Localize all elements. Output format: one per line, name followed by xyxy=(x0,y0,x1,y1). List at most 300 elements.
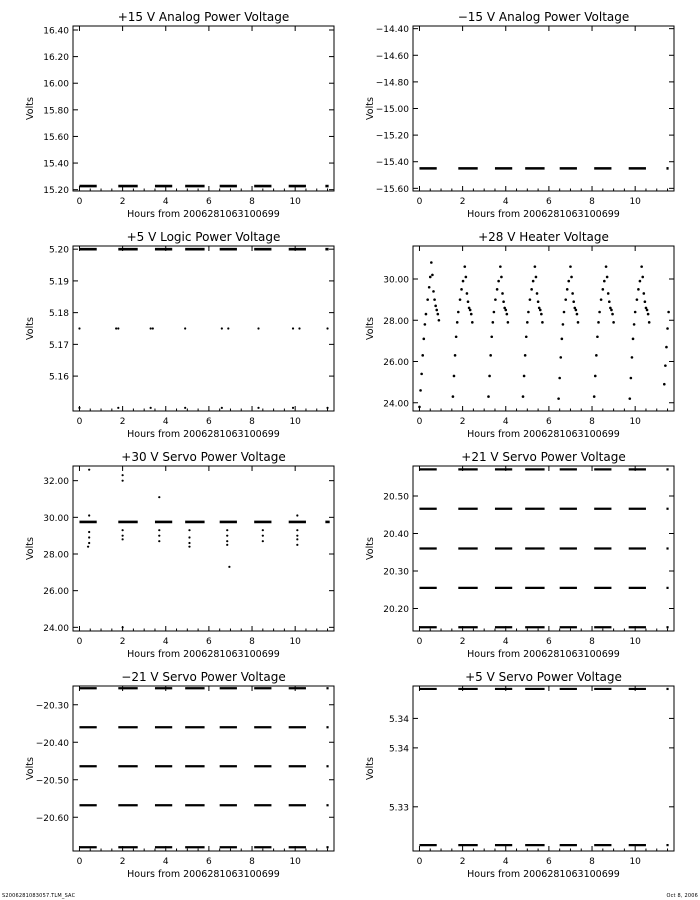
data-point xyxy=(227,327,229,329)
chart-panel-6 xyxy=(365,450,674,660)
y-tick-label: 24.00 xyxy=(383,399,409,410)
data-point xyxy=(577,321,580,324)
x-axis-label: Hours from 2006281063100699 xyxy=(127,209,280,220)
data-point xyxy=(150,327,152,329)
chart-title: +15 V Analog Power Voltage xyxy=(117,10,290,24)
plot-frame xyxy=(413,26,674,191)
data-point xyxy=(424,323,427,326)
data-point xyxy=(296,544,298,546)
data-point xyxy=(122,626,124,628)
data-point xyxy=(438,319,441,322)
chart-panel-7 xyxy=(25,670,334,880)
data-point xyxy=(647,313,650,316)
data-point xyxy=(430,261,433,264)
data-point xyxy=(637,288,640,291)
data-point xyxy=(463,265,466,268)
x-axis-label: Hours from 2006281063100699 xyxy=(467,209,620,220)
data-point xyxy=(562,323,565,326)
x-tick-label: 4 xyxy=(502,417,509,427)
y-tick-label: 32.00 xyxy=(43,477,69,488)
data-point xyxy=(470,313,473,316)
data-point xyxy=(188,542,190,544)
data-point xyxy=(606,276,609,279)
data-point xyxy=(504,309,507,312)
data-point xyxy=(487,395,490,398)
data-point xyxy=(499,265,502,268)
data-point xyxy=(597,321,600,324)
data-point xyxy=(600,298,603,301)
data-point xyxy=(506,313,509,316)
data-point xyxy=(122,480,124,482)
data-point xyxy=(117,327,119,329)
data-point xyxy=(558,377,561,380)
data-point xyxy=(611,313,614,316)
data-point xyxy=(437,313,440,316)
y-tick-label: −20.40 xyxy=(35,738,69,749)
chart-title: +21 V Servo Power Voltage xyxy=(461,450,626,464)
data-point xyxy=(418,406,421,409)
chart-title: −21 V Servo Power Voltage xyxy=(121,670,286,684)
data-point xyxy=(87,546,89,548)
x-tick-label: 10 xyxy=(629,417,641,427)
data-point xyxy=(78,327,80,329)
x-tick-label: 4 xyxy=(162,197,169,207)
plot-frame xyxy=(73,466,334,631)
y-tick-label: −20.60 xyxy=(35,813,69,824)
y-tick-label: 15.80 xyxy=(43,106,69,117)
chart-title: −15 V Analog Power Voltage xyxy=(457,10,630,24)
x-tick-label: 4 xyxy=(502,857,509,867)
data-point xyxy=(469,309,472,312)
y-axis-label: Volts xyxy=(365,317,376,340)
data-point xyxy=(557,397,560,400)
y-tick-label: 15.40 xyxy=(43,159,69,170)
data-point xyxy=(221,407,223,409)
y-tick-label: 5.33 xyxy=(388,803,409,814)
data-point xyxy=(559,356,562,359)
chart-title: +28 V Heater Voltage xyxy=(478,230,609,244)
x-tick-label: 10 xyxy=(629,857,641,867)
data-point xyxy=(634,311,637,314)
data-point xyxy=(643,292,646,295)
data-point xyxy=(326,407,328,409)
data-point xyxy=(257,327,259,329)
y-tick-label: 5.20 xyxy=(48,245,69,256)
y-axis-label: Volts xyxy=(365,97,376,120)
data-point xyxy=(429,276,432,279)
chart-panel-3 xyxy=(25,230,334,440)
data-point xyxy=(188,546,190,548)
y-tick-label: 26.00 xyxy=(383,358,409,368)
data-point xyxy=(88,542,90,544)
data-point xyxy=(184,407,186,409)
x-axis-label: Hours from 2006281063100699 xyxy=(127,869,280,880)
data-point xyxy=(610,309,613,312)
data-point xyxy=(296,538,298,540)
data-point xyxy=(184,327,186,329)
x-tick-label: 8 xyxy=(249,637,255,647)
data-point xyxy=(158,540,160,542)
data-point xyxy=(594,375,597,378)
data-point xyxy=(603,280,606,283)
y-tick-label: −15.20 xyxy=(375,131,409,142)
data-point xyxy=(226,535,228,537)
data-point xyxy=(425,313,428,316)
y-tick-label: 26.00 xyxy=(43,587,69,598)
data-point xyxy=(452,395,455,398)
data-point xyxy=(593,395,596,398)
data-point xyxy=(296,529,298,531)
x-tick-label: 10 xyxy=(629,637,641,647)
data-point xyxy=(532,280,535,283)
data-point xyxy=(494,298,497,301)
x-tick-label: 10 xyxy=(289,197,301,207)
x-tick-label: 8 xyxy=(589,637,595,647)
data-point xyxy=(561,338,564,341)
data-point xyxy=(493,311,496,314)
data-point xyxy=(426,298,429,301)
x-tick-label: 0 xyxy=(416,417,423,427)
x-axis-label: Hours from 2006281063100699 xyxy=(127,429,280,440)
data-point xyxy=(535,276,538,279)
x-tick-label: 8 xyxy=(589,197,595,207)
data-point xyxy=(421,354,424,357)
data-point xyxy=(467,300,470,303)
data-point xyxy=(628,397,631,400)
data-point xyxy=(115,327,117,329)
data-point xyxy=(598,311,601,314)
data-point xyxy=(526,321,529,324)
x-tick-label: 0 xyxy=(76,197,83,207)
x-axis-label: Hours from 2006281063100699 xyxy=(467,649,620,660)
y-tick-label: 5.16 xyxy=(48,372,69,383)
data-point xyxy=(419,389,422,392)
data-point xyxy=(456,321,459,324)
plot-frame xyxy=(413,246,674,411)
data-point xyxy=(525,335,528,338)
chart-panel-1 xyxy=(25,10,334,220)
x-tick-label: 0 xyxy=(416,197,423,207)
data-point xyxy=(428,286,431,289)
data-point xyxy=(667,311,670,314)
data-point xyxy=(292,327,294,329)
chart-title: +5 V Servo Power Voltage xyxy=(465,670,622,684)
x-tick-label: 4 xyxy=(502,637,509,647)
y-tick-label: 5.19 xyxy=(48,277,69,288)
data-point xyxy=(630,377,633,380)
plot-frame xyxy=(73,246,334,411)
y-tick-label: 5.17 xyxy=(48,340,69,351)
data-point xyxy=(605,265,608,268)
data-point xyxy=(569,265,572,268)
data-point xyxy=(612,321,615,324)
data-point xyxy=(489,354,492,357)
data-point xyxy=(488,375,491,378)
x-tick-label: 4 xyxy=(162,857,169,867)
data-point xyxy=(648,321,651,324)
x-tick-label: 2 xyxy=(459,857,466,867)
data-point xyxy=(641,276,644,279)
data-point xyxy=(117,407,119,409)
data-point xyxy=(296,514,298,516)
y-tick-label: 20.40 xyxy=(383,530,409,540)
data-point xyxy=(540,313,543,316)
data-point xyxy=(88,514,90,516)
x-tick-label: 4 xyxy=(162,637,169,647)
data-point xyxy=(122,529,124,531)
x-tick-label: 2 xyxy=(459,417,466,427)
chart-title: +5 V Logic Power Voltage xyxy=(126,230,281,244)
x-tick-label: 8 xyxy=(249,857,255,867)
data-point xyxy=(326,327,328,329)
y-tick-label: 5.34 xyxy=(388,714,409,725)
data-point xyxy=(633,323,636,326)
data-point xyxy=(262,529,264,531)
data-point xyxy=(602,288,605,291)
x-axis-label: Hours from 2006281063100699 xyxy=(467,429,620,440)
data-point xyxy=(453,375,456,378)
data-point xyxy=(644,300,647,303)
data-point xyxy=(465,276,468,279)
data-point xyxy=(572,300,575,303)
data-point xyxy=(490,335,493,338)
data-point xyxy=(564,298,567,301)
x-tick-label: 0 xyxy=(416,857,423,867)
data-point xyxy=(567,280,570,283)
y-tick-label: −14.60 xyxy=(375,51,409,62)
data-point xyxy=(507,321,510,324)
x-tick-label: 8 xyxy=(249,417,255,427)
y-tick-label: −15.40 xyxy=(375,158,409,169)
x-tick-label: 6 xyxy=(206,637,212,647)
data-point xyxy=(257,407,259,409)
y-tick-label: −20.50 xyxy=(35,776,69,787)
y-tick-label: 20.50 xyxy=(383,492,409,503)
x-tick-label: 6 xyxy=(206,417,212,427)
data-point xyxy=(639,280,642,283)
plot-frame xyxy=(73,686,334,851)
y-tick-label: 15.20 xyxy=(43,186,69,197)
x-tick-label: 8 xyxy=(249,197,255,207)
data-point xyxy=(501,292,504,295)
x-tick-label: 2 xyxy=(459,197,466,207)
y-tick-label: 15.60 xyxy=(43,132,69,143)
data-point xyxy=(500,276,503,279)
x-tick-label: 2 xyxy=(119,197,126,207)
x-tick-label: 0 xyxy=(416,637,423,647)
data-point xyxy=(471,321,474,324)
x-tick-label: 8 xyxy=(589,417,595,427)
y-axis-label: Volts xyxy=(365,757,376,780)
x-tick-label: 6 xyxy=(546,857,552,867)
data-point xyxy=(496,288,499,291)
data-point xyxy=(522,395,525,398)
x-tick-label: 6 xyxy=(546,197,552,207)
data-point xyxy=(537,300,540,303)
data-point xyxy=(454,354,457,357)
data-point xyxy=(596,335,599,338)
data-point xyxy=(298,327,300,329)
data-point xyxy=(563,311,566,314)
data-point xyxy=(88,531,90,533)
data-point xyxy=(607,292,610,295)
footer-date-label: Oct 8, 2006 xyxy=(666,893,698,899)
x-tick-label: 2 xyxy=(119,637,126,647)
y-tick-label: 16.40 xyxy=(43,26,69,37)
data-point xyxy=(523,375,526,378)
x-tick-label: 4 xyxy=(502,197,509,207)
data-point xyxy=(566,288,569,291)
data-point xyxy=(221,327,223,329)
data-point xyxy=(541,321,544,324)
x-tick-label: 4 xyxy=(162,417,169,427)
data-point xyxy=(459,298,462,301)
data-point xyxy=(226,540,228,542)
y-tick-label: 30.00 xyxy=(43,513,69,524)
y-tick-label: 28.00 xyxy=(383,316,409,327)
x-tick-label: 2 xyxy=(119,857,126,867)
y-axis-label: Volts xyxy=(25,757,36,780)
y-tick-label: 28.00 xyxy=(43,550,69,561)
data-point xyxy=(529,298,532,301)
data-point xyxy=(262,535,264,537)
y-tick-label: 20.20 xyxy=(383,605,409,615)
data-point xyxy=(636,298,639,301)
x-tick-label: 10 xyxy=(289,417,301,427)
data-point xyxy=(78,407,80,409)
x-tick-label: 8 xyxy=(589,857,595,867)
data-point xyxy=(646,309,649,312)
x-tick-label: 10 xyxy=(629,197,641,207)
data-point xyxy=(435,309,438,312)
x-tick-label: 6 xyxy=(546,417,552,427)
x-tick-label: 6 xyxy=(546,637,552,647)
data-point xyxy=(608,300,611,303)
data-point xyxy=(576,313,579,316)
data-point xyxy=(462,280,465,283)
chart-panel-4 xyxy=(365,230,674,440)
data-point xyxy=(188,536,190,538)
chart-panel-2 xyxy=(365,10,674,220)
y-tick-label: 16.20 xyxy=(43,53,69,64)
y-tick-label: 16.00 xyxy=(43,79,69,90)
x-tick-label: 10 xyxy=(289,637,301,647)
data-point xyxy=(434,305,437,308)
x-tick-label: 0 xyxy=(76,417,83,427)
data-point xyxy=(640,265,643,268)
data-point xyxy=(457,311,460,314)
data-point xyxy=(497,280,500,283)
data-point xyxy=(422,338,425,341)
data-point xyxy=(431,274,434,277)
data-point xyxy=(158,529,160,531)
data-point xyxy=(665,346,668,349)
data-point xyxy=(575,309,578,312)
footer-file-label: S2006281083057.TLM_SAC xyxy=(2,893,76,899)
y-tick-label: 24.00 xyxy=(43,623,69,634)
x-tick-label: 0 xyxy=(76,857,83,867)
data-point xyxy=(432,290,435,293)
data-point xyxy=(539,309,542,312)
data-point xyxy=(122,535,124,537)
data-point xyxy=(527,311,530,314)
x-tick-label: 2 xyxy=(459,637,466,647)
y-tick-label: 20.30 xyxy=(383,567,409,578)
plot-frame xyxy=(413,686,674,851)
y-tick-label: 30.00 xyxy=(383,275,409,286)
data-point xyxy=(466,292,469,295)
data-point xyxy=(152,327,154,329)
data-point xyxy=(292,407,294,409)
data-point xyxy=(534,265,537,268)
data-point xyxy=(158,535,160,537)
x-tick-label: 6 xyxy=(206,197,212,207)
y-tick-label: −15.60 xyxy=(375,184,409,195)
data-point xyxy=(571,292,574,295)
data-point xyxy=(228,566,230,568)
data-point xyxy=(536,292,539,295)
data-point xyxy=(88,469,90,471)
data-point xyxy=(663,383,666,386)
data-point xyxy=(570,276,573,279)
x-tick-label: 2 xyxy=(119,417,126,427)
data-point xyxy=(420,373,423,376)
y-axis-label: Volts xyxy=(25,537,36,560)
y-axis-label: Volts xyxy=(25,317,36,340)
y-axis-label: Volts xyxy=(25,97,36,120)
x-axis-label: Hours from 2006281063100699 xyxy=(467,869,620,880)
y-axis-label: Volts xyxy=(365,537,376,560)
data-point xyxy=(262,540,264,542)
data-point xyxy=(296,535,298,537)
data-point xyxy=(492,321,495,324)
data-point xyxy=(666,327,669,330)
chart-panel-8 xyxy=(365,670,674,880)
y-tick-label: −14.40 xyxy=(375,25,409,36)
data-point xyxy=(158,496,160,498)
x-axis-label: Hours from 2006281063100699 xyxy=(127,649,280,660)
data-point xyxy=(502,300,505,303)
x-tick-label: 0 xyxy=(76,637,83,647)
data-point xyxy=(460,288,463,291)
data-point xyxy=(664,364,667,367)
data-point xyxy=(226,544,228,546)
chart-panel-5 xyxy=(25,450,334,660)
y-tick-label: 5.34 xyxy=(388,744,409,755)
x-tick-label: 6 xyxy=(206,857,212,867)
data-point xyxy=(524,354,527,357)
plot-frame xyxy=(73,26,334,191)
data-point xyxy=(88,536,90,538)
data-point xyxy=(226,529,228,531)
x-tick-label: 10 xyxy=(289,857,301,867)
data-point xyxy=(595,354,598,357)
data-point xyxy=(122,474,124,476)
y-tick-label: −15.00 xyxy=(375,105,409,115)
data-point xyxy=(188,529,190,531)
data-point xyxy=(122,538,124,540)
y-tick-label: −20.30 xyxy=(35,701,69,712)
data-point xyxy=(433,298,436,301)
y-tick-label: 5.18 xyxy=(48,309,69,320)
data-point xyxy=(150,407,152,409)
data-point xyxy=(530,288,533,291)
data-point xyxy=(455,335,458,338)
data-point xyxy=(632,338,635,341)
y-tick-label: −14.80 xyxy=(375,78,409,89)
chart-title: +30 V Servo Power Voltage xyxy=(121,450,286,464)
data-point xyxy=(631,356,634,359)
